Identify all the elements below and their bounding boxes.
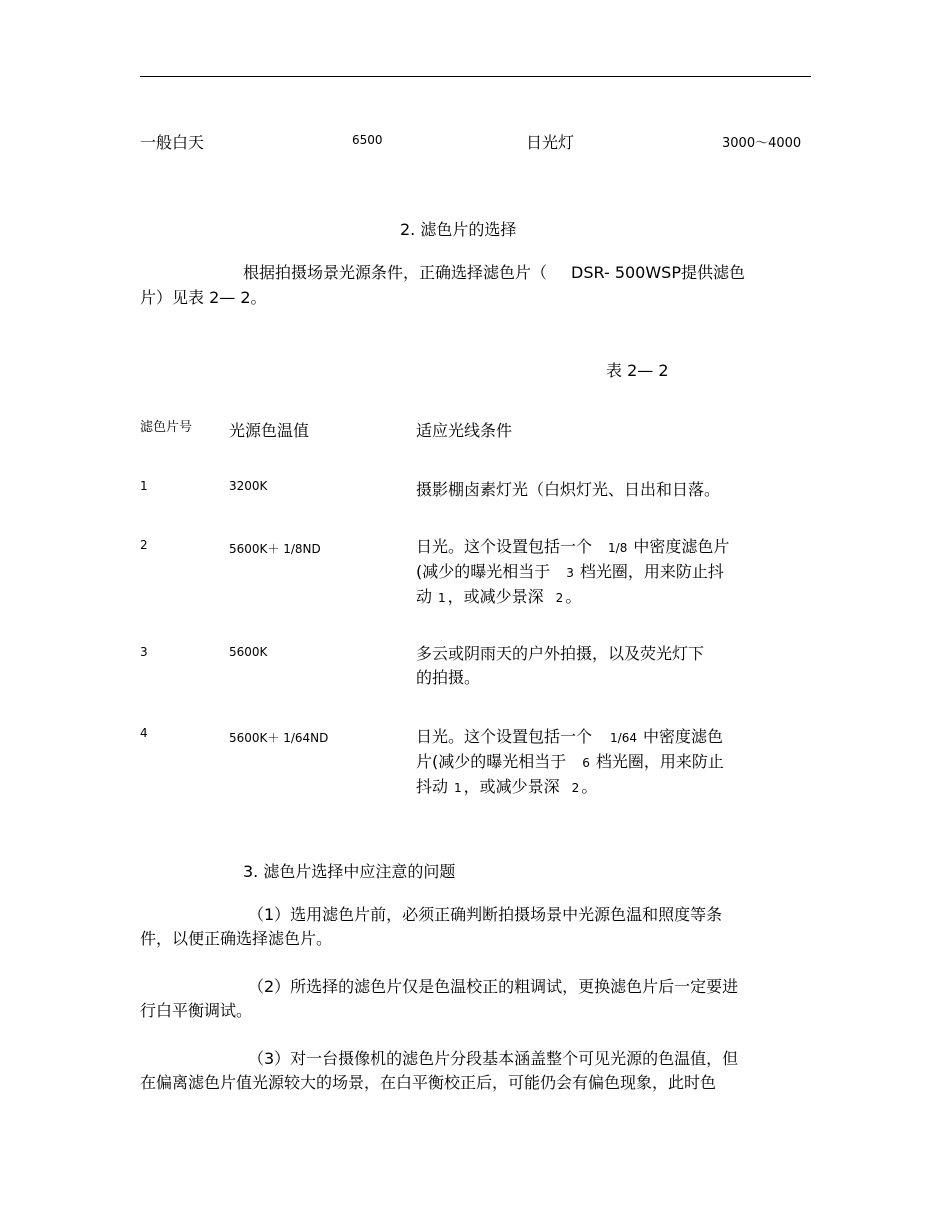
section-2-title: 2. 滤色片的选择 <box>400 220 517 239</box>
cond-text: 。 <box>581 777 598 796</box>
header-rule <box>140 76 811 77</box>
cond-number: 6 <box>582 756 590 770</box>
table-row-1-temp: 3200K <box>229 479 268 493</box>
cond-text: 日光。这个设置包括一个 <box>416 537 593 556</box>
cond-text: 。 <box>565 587 582 606</box>
cond-text: ，或减少景深 <box>447 587 544 606</box>
cond-text: 档光圈，用来防止抖 <box>579 562 724 581</box>
table-row-3-temp: 5600K <box>229 645 268 659</box>
section-3-paragraph-3 <box>140 1047 780 1095</box>
paragraph-line: （1）选用滤色片前，必须正确判断拍摄场景中光源色温和照度等条 <box>248 905 723 924</box>
cond-number: 1/64 <box>610 731 637 745</box>
paragraph-line: （2）所选择的滤色片仅是色温校正的粗调试，更换滤色片后一定要进 <box>248 977 739 996</box>
cond-number: 3 <box>566 566 574 580</box>
row-value-daylight: 6500 <box>352 133 383 147</box>
section-3-paragraph-2 <box>140 975 780 1023</box>
row-label-daylight: 一般白天 <box>140 133 205 152</box>
table-header-color-temp: 光源色温值 <box>229 421 310 440</box>
cond-text: 中密度滤色 <box>642 727 723 746</box>
section-3-paragraph-1 <box>140 903 780 951</box>
table-row-4-cond <box>416 725 724 800</box>
cond-number: 1/8 <box>608 541 628 555</box>
table-row-2-no: 2 <box>140 538 148 552</box>
cond-number: 1 <box>438 591 446 605</box>
section-2-para-text-a: 根据拍摄场景光源条件，正确选择滤色片（ <box>243 263 548 282</box>
cond-text: 抖动 <box>416 777 449 796</box>
row-value-fluorescent: 3000～4000 <box>722 136 802 151</box>
table-row-1-cond: 摄影棚卤素灯光（白炽灯光、日出和日落。 <box>416 480 721 499</box>
cond-number: 1 <box>454 781 462 795</box>
cond-text: (减少的曝光相当于 <box>416 562 551 581</box>
section-2-para-line1 <box>243 261 745 285</box>
cond-line: 的拍摄。 <box>416 668 481 687</box>
model-name: DSR- 500WSP <box>571 263 681 282</box>
cond-line: 多云或阴雨天的户外拍摄，以及荧光灯下 <box>416 644 705 663</box>
cond-text: 动 <box>416 587 433 606</box>
section-2-para-line2: 片）见表 2— 2。 <box>140 288 267 307</box>
cond-text: 日光。这个设置包括一个 <box>416 727 593 746</box>
paragraph-line: （3）对一台摄像机的滤色片分段基本涵盖整个可见光源的色温值，但 <box>248 1049 739 1068</box>
cond-text: 档光圈，用来防止 <box>595 752 724 771</box>
row-label-fluorescent: 日光灯 <box>526 133 575 152</box>
section-2-para-text-b: 提供滤色 <box>680 263 745 282</box>
cond-text: 中密度滤色片 <box>633 537 730 556</box>
paragraph-line: 件，以便正确选择滤色片。 <box>140 929 333 948</box>
table-row-2-temp: 5600K＋ 1/8ND <box>229 542 321 556</box>
table-row-3-no: 3 <box>140 645 148 659</box>
section-3-title: 3. 滤色片选择中应注意的问题 <box>243 862 456 881</box>
table-caption: 表 2— 2 <box>606 361 669 380</box>
cond-number: 2 <box>555 591 564 605</box>
table-row-2-cond <box>416 535 729 610</box>
table-header-filter-no: 滤色片号 <box>140 420 193 435</box>
table-row-3-cond <box>416 642 704 690</box>
cond-text: 片(减少的曝光相当于 <box>416 752 567 771</box>
table-row-4-temp: 5600K＋ 1/64ND <box>229 731 329 745</box>
cond-text: ，或减少景深 <box>463 777 560 796</box>
table-row-1-no: 1 <box>140 479 148 493</box>
table-header-condition: 适应光线条件 <box>416 421 513 440</box>
table-row-4-no: 4 <box>140 726 148 740</box>
paragraph-line: 行白平衡调试。 <box>140 1001 253 1020</box>
paragraph-line: 在偏离滤色片值光源较大的场景，在白平衡校正后，可能仍会有偏色现象，此时色 <box>140 1073 717 1092</box>
cond-number: 2 <box>571 781 580 795</box>
